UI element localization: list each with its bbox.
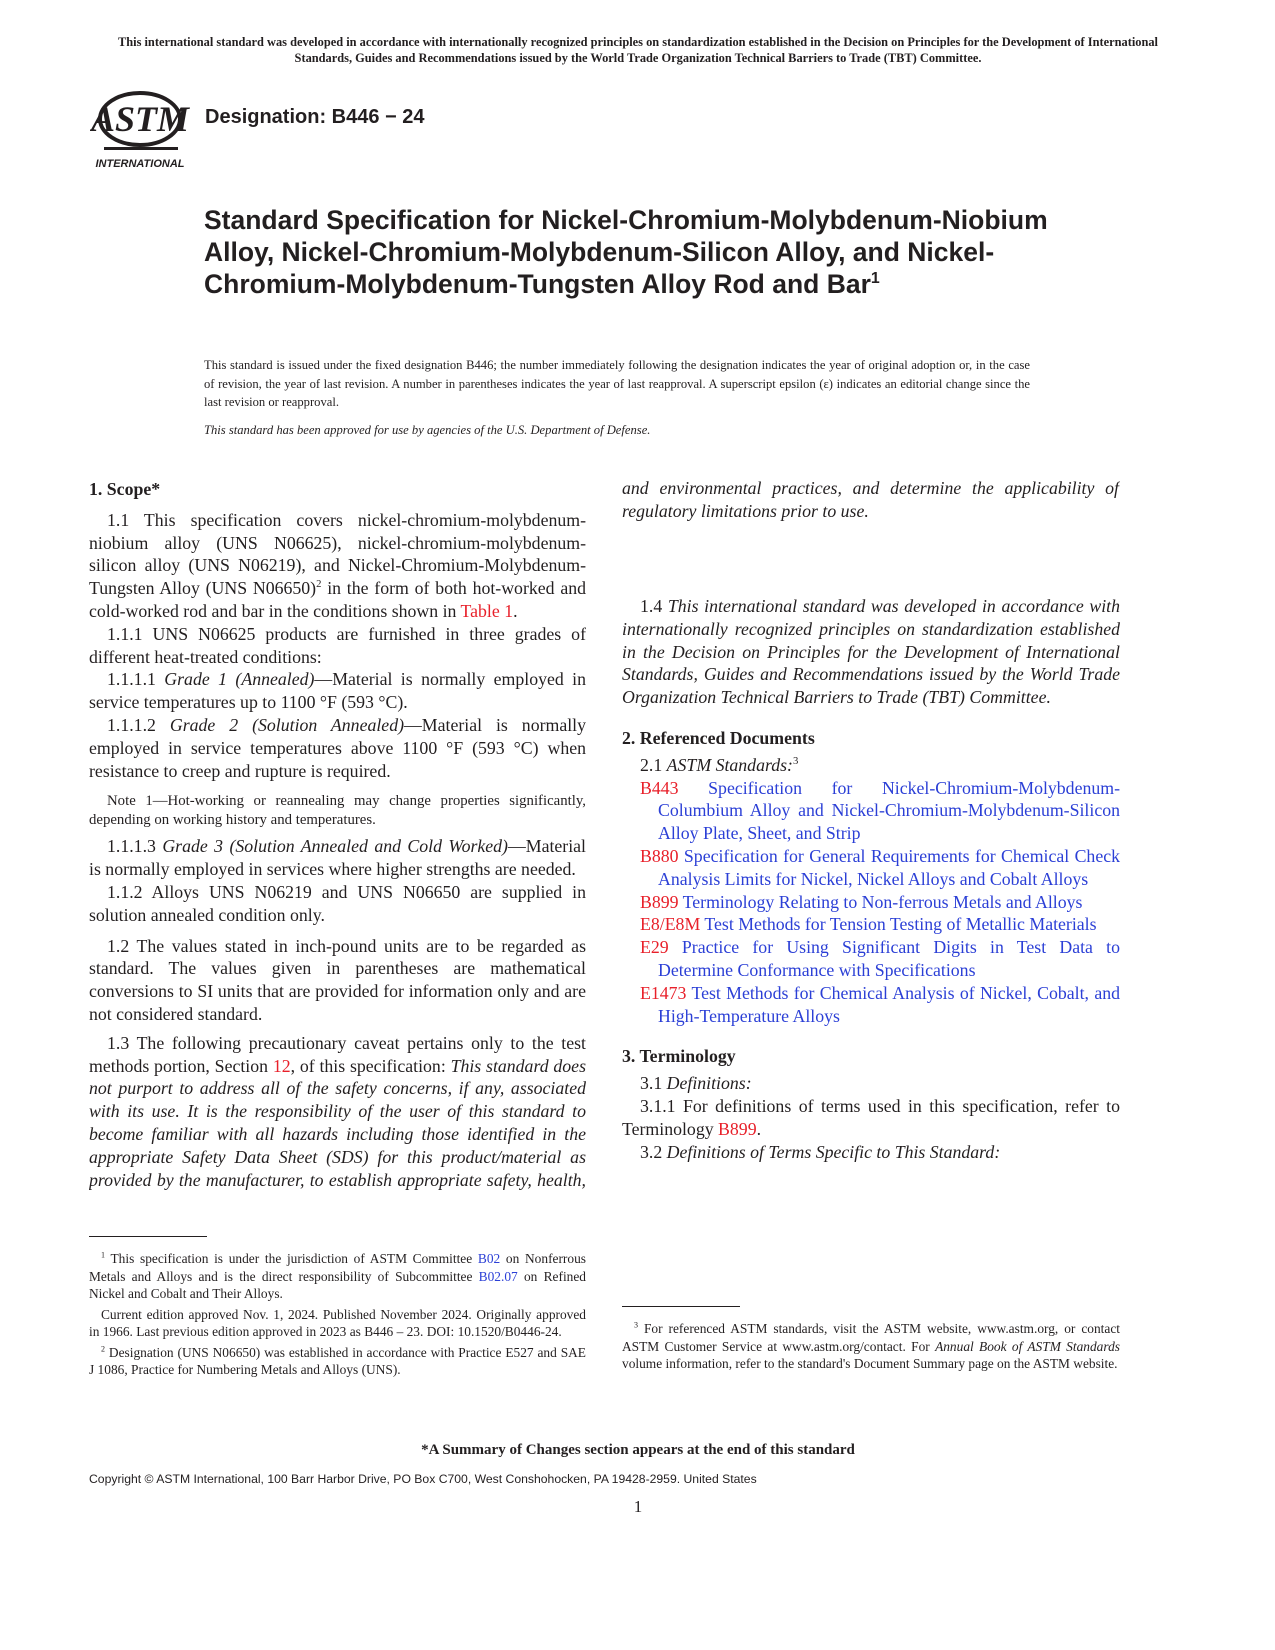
dod-approval-note: This standard has been approved for use by agencies of the U.S. Department of Defense.	[204, 423, 651, 437]
title-footnote-mark: 1	[870, 270, 880, 288]
referenced-documents-list	[622, 777, 1120, 1028]
issuance-statement: This standard is issued under the fixed designation B446; the number immediately following the designation indicates the year of original adoption or, in the case of revision, the year of last revision. A number in parentheses indicates the year of last reapproval. A superscript epsilon (ε) indicates an editorial change since the last revision or reapproval.	[204, 358, 1030, 409]
reference-code-link[interactable]: E8/E8M	[640, 914, 701, 935]
para-3-2: 3.2 Definitions of Terms Specific to This Standard:	[640, 1141, 1001, 1162]
para-1-1-1-2: 1.1.1.2 Grade 2 (Solution Annealed)—Material is normally employed in service temperatures above 1100 °F (593 °C) when resistance to creep and rupture is required.	[89, 714, 586, 781]
para-3-1-1: 3.1.1 For definitions of terms used in this specification, refer to Terminology B899.	[622, 1095, 1120, 1139]
para-1-1-1: 1.1.1 UNS N06625 products are furnished in three grades of different heat-treated conditions:	[89, 623, 586, 667]
reference-title-link[interactable]: Practice for Using Significant Digits in Test Data to Determine Conformance with Specifications	[658, 937, 1120, 980]
section-2-heading: 2. Referenced Documents	[622, 727, 815, 748]
link-b02-07[interactable]: B02.07	[478, 1268, 518, 1284]
wto-notice: This international standard was developed in accordance with internationally recognized principles on standardization established in the Decision on Principles for the Development of International Standards, Guides and Recommendations issued by the World Trade Organization Technical Barriers to Trade (TBT) Committee.	[117, 35, 1159, 65]
reference-code-link[interactable]: E1473	[640, 982, 687, 1003]
para-1-1-1-3: 1.1.1.3 Grade 3 (Solution Annealed and Cold Worked)—Material is normally employed in services where higher strengths are needed.	[89, 836, 586, 880]
footnote-3: $^3$ For referenced ASTM standards, visit the ASTM website, www.astm.org, or contact ASTM Customer Service at www.astm.org/contact. For Annual Book of ASTM Standards volume information, refer to the standard's Document Summary page on the ASTM website.	[622, 1320, 1120, 1371]
reference-item	[622, 982, 1120, 1028]
para-1-3-continued-text: and environmental practices, and determine the applicability of regulatory limitations prior to use.	[622, 478, 1119, 522]
footnote-rule-right	[622, 1306, 740, 1307]
reference-code-link[interactable]: E29	[640, 937, 669, 958]
para-1-3: 1.3 The following precautionary caveat pertains only to the test methods portion, Section 12, of this specification: This standard does not purport to address all of the safety concerns, if any, associated with its use. It is the responsibility of the user of this standard to become familiar with all hazards including those identified in the appropriate Safety Data Sheet (SDS) for this product/material as provided by the manufacturer, to establish appropriate safety, health,	[89, 1032, 586, 1190]
para-1-4: 1.4 This international standard was developed in accordance with internationally recognized principles on standardization established in the Decision on Principles for the Development of International Standards, Guides and Recommendations issued by the World Trade Organization Technical Barriers to Trade (TBT) Committee.	[622, 596, 1121, 708]
para-1-2: 1.2 The values stated in inch-pound units are to be regarded as standard. The values given in parentheses are mathematical conversions to SI units that are provided for information only and are not considered standard.	[89, 935, 586, 1024]
designation: Designation: B446 − 24	[205, 106, 425, 128]
link-table-1[interactable]: Table 1	[460, 600, 514, 621]
para-1-1-1-1: 1.1.1.1 Grade 1 (Annealed)—Material is normally employed in service temperatures up to 1100 °F (593 °C).	[89, 669, 586, 713]
reference-item	[622, 777, 1120, 845]
reference-title-link[interactable]: Test Methods for Chemical Analysis of Nickel, Cobalt, and High-Temperature Alloys	[658, 982, 1120, 1026]
logo-letters: ASTM	[90, 99, 190, 139]
title-text: Standard Specification for Nickel-Chromium-Molybdenum-Niobium Alloy, Nickel-Chromium-Molybdenum-Silicon Alloy, and Nickel-Chromium-Molybdenum-Tungsten Alloy Rod and Bar	[204, 205, 1048, 299]
footnote-rule-left	[89, 1236, 207, 1237]
link-b02[interactable]: B02	[477, 1251, 501, 1266]
reference-title-link[interactable]: Specification for General Requirements for Chemical Check Analysis Limits for Nickel, Nickel Alloys and Cobalt Alloys	[658, 845, 1120, 889]
page-number: 1	[633, 1497, 643, 1516]
link-b899[interactable]: B899	[718, 1118, 757, 1139]
para-1-3-continuation	[622, 478, 1120, 594]
left-column	[89, 478, 586, 1192]
astm-logo	[90, 83, 192, 175]
para-2-1: 2.1 ASTM Standards:$^3$	[640, 754, 799, 775]
reference-item	[622, 845, 1120, 891]
reference-title-link[interactable]: Specification for Nickel-Chromium-Molybdenum-Columbium Alloy and Nickel-Chromium-Molybdenum-Silicon Alloy Plate, Sheet, and Strip	[658, 777, 1120, 844]
copyright-line: Copyright © ASTM International, 100 Barr Harbor Drive, PO Box C700, West Conshohocken, PA 19428-2959. United States	[89, 1472, 757, 1486]
reference-code-link[interactable]: B443	[640, 777, 679, 798]
right-column	[622, 595, 1120, 1163]
reference-code-link[interactable]: B899	[640, 891, 679, 912]
logo-sub: INTERNATIONAL	[95, 158, 185, 170]
footnote-1: $^1$ This specification is under the jurisdiction of ASTM Committee B02 on Nonferrous Metals and Alloys and is the direct responsibility of Subcommittee B02.07 on Refined Nickel and Cobalt and Their Alloys.	[89, 1250, 586, 1301]
footnotes-right	[622, 1320, 1120, 1373]
para-1-1-2: 1.1.2 Alloys UNS N06219 and UNS N06650 are supplied in solution annealed condition only.	[89, 881, 586, 925]
reference-title-link[interactable]: Test Methods for Tension Testing of Metallic Materials	[700, 914, 1097, 935]
reference-item	[622, 891, 1120, 914]
reference-title-link[interactable]: Terminology Relating to Non-ferrous Metals and Alloys	[678, 891, 1083, 912]
summary-of-changes-note: *A Summary of Changes section appears at the end of this standard	[421, 1442, 855, 1458]
footnote-1-edition: Current edition approved Nov. 1, 2024. Published November 2024. Originally approved in 1966. Last previous edition approved in 2023 as B446 – 23. DOI: 10.1520/B0446-24.	[89, 1306, 586, 1339]
link-section-12[interactable]: 12	[272, 1055, 291, 1076]
reference-code-link[interactable]: B880	[640, 845, 679, 866]
document-title	[204, 204, 1084, 300]
section-3-heading: 3. Terminology	[622, 1046, 736, 1067]
note-1: Note 1—Hot-working or reannealing may change properties significantly, depending on working history and temperatures.	[89, 793, 586, 828]
reference-item	[622, 936, 1120, 982]
footnotes-left	[89, 1250, 586, 1379]
section-1-heading: 1. Scope*	[89, 479, 161, 499]
para-1-1: 1.1 This specification covers nickel-chromium-molybdenum-niobium alloy (UNS N06625), nickel-chromium-molybdenum-silicon alloy (UNS N06219), and Nickel-Chromium-Molybdenum-Tungsten Alloy (UNS N06650)$^2$ in the form of both hot-worked and cold-worked rod and bar in the conditions shown in Table 1.	[89, 509, 586, 621]
reference-item	[622, 913, 1120, 936]
para-3-1: 3.1 Definitions:	[640, 1073, 752, 1094]
footnote-2: $^2$ Designation (UNS N06650) was established in accordance with Practice E527 and SAE J 1086, Practice for Numbering Metals and Alloys (UNS).	[89, 1344, 586, 1377]
